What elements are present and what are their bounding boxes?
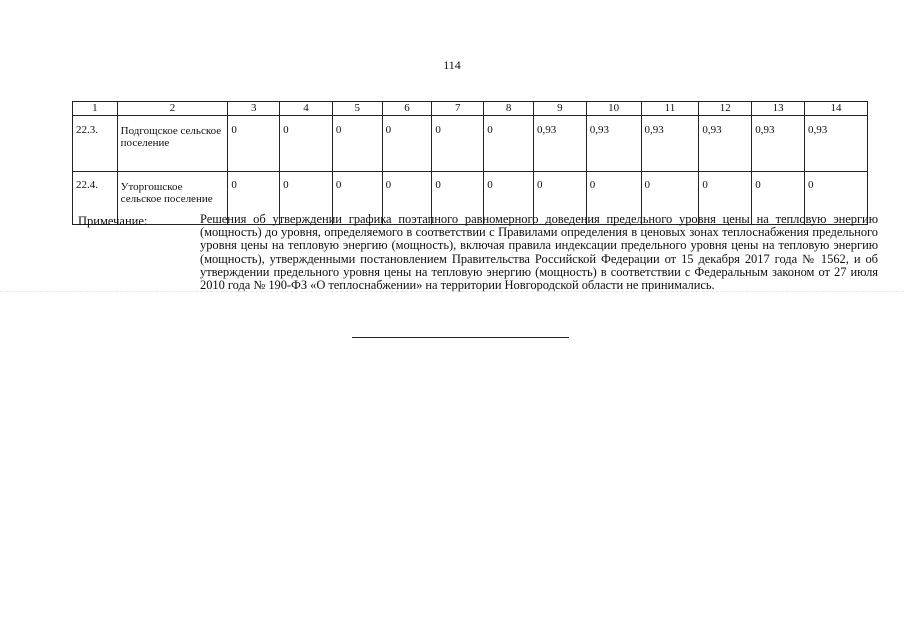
table-cell: 0: [641, 172, 699, 225]
column-header: 2: [117, 102, 228, 116]
table-cell: 0,93: [805, 116, 868, 172]
tariff-table: [72, 101, 868, 225]
column-header: 4: [280, 102, 333, 116]
column-header: 11: [641, 102, 699, 116]
column-header: 10: [586, 102, 641, 116]
table-cell: 0: [332, 116, 382, 172]
table-cell: 0: [332, 172, 382, 225]
column-header: 3: [228, 102, 280, 116]
table-cell: 0: [432, 172, 484, 225]
row-number: 22.4.: [73, 172, 118, 225]
column-header: 14: [805, 102, 868, 116]
note-label: Примечание:: [78, 214, 148, 228]
table-cell: 0: [805, 172, 868, 225]
column-header: 13: [752, 102, 805, 116]
table-cell: 0: [533, 172, 586, 225]
table-cell: 0: [382, 116, 432, 172]
scan-artifact-line: [0, 291, 904, 292]
table-cell: 0: [699, 172, 752, 225]
table-cell: 0,93: [699, 116, 752, 172]
settlement-name: Подгощское сельское поселение: [117, 116, 228, 172]
table-cell: 0: [432, 116, 484, 172]
column-header: 9: [533, 102, 586, 116]
table-cell: 0,93: [641, 116, 699, 172]
table-cell: 0,93: [586, 116, 641, 172]
column-header: 12: [699, 102, 752, 116]
table-cell: 0: [228, 116, 280, 172]
row-number: 22.3.: [73, 116, 118, 172]
table-cell: 0: [382, 172, 432, 225]
table-cell: 0,93: [752, 116, 805, 172]
table-cell: 0: [484, 116, 534, 172]
table-cell: 0: [752, 172, 805, 225]
column-header: 7: [432, 102, 484, 116]
column-header: 1: [73, 102, 118, 116]
table-cell: 0: [280, 116, 333, 172]
column-header: 6: [382, 102, 432, 116]
column-header: 5: [332, 102, 382, 116]
table-cell: 0: [484, 172, 534, 225]
table-cell: 0: [228, 172, 280, 225]
closing-rule: [352, 337, 569, 338]
table-cell: 0: [586, 172, 641, 225]
table-cell: 0: [280, 172, 333, 225]
table-header-row: [73, 102, 868, 116]
table-row: [73, 116, 868, 172]
table-cell: 0,93: [533, 116, 586, 172]
settlement-name: Уторгошское сельское поселение: [117, 172, 228, 225]
note-text: Решения об утверждении графика поэтапного равномерного доведения предельного уровня цены на тепловую энергию (мощность) до уровня, определяемого в соответствии с Правилами определения в ценовых зонах теплоснабжения предельного уровня цены на тепловую энергию (мощность), включая правила индексации предельного уровня цены на тепловую энергию (мощность), утвержденными постановлением Правительства Российской Федерации от 15 декабря 2017 года № 1562, и об утверждении предельного уровня цены на тепловую энергию (мощность) в соответствии с Федеральным законом от 27 июля 2010 года № 190-ФЗ «О теплоснабжении» на территории Новгородской области не принимались.: [200, 212, 878, 293]
page-number: 114: [443, 58, 461, 72]
column-header: 8: [484, 102, 534, 116]
